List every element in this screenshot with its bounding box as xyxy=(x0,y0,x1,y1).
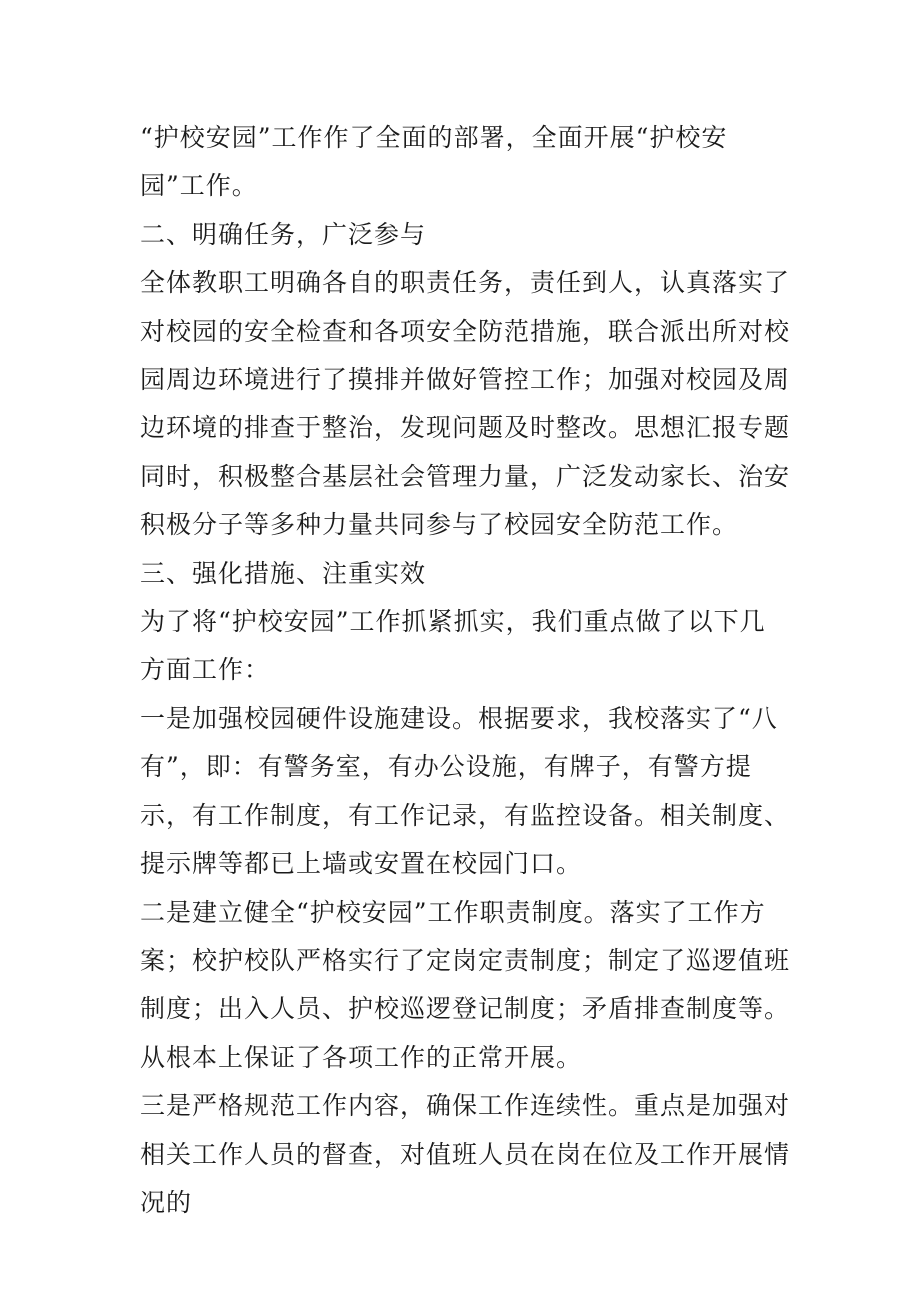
paragraph-hardware: 一是加强校园硬件设施建设。根据要求，我校落实了“八有”，即：有警务室，有办公设施，有牌子，有警方提示，有工作制度，有工作记录，有监控设备。相关制度、提示牌等都已上墙或安置在校园门口。 xyxy=(140,703,791,879)
paragraph-system: 二是建立健全“护校安园”工作职责制度。落实了工作方案；校护校队严格实行了定岗定责制度；制定了巡逻值班制度；出入人员、护校巡逻登记制度；矛盾排查制度等。从根本上保证了各项工作的正常开展。 xyxy=(140,897,791,1072)
section-heading-2: 二、明确任务，广泛参与 xyxy=(140,219,427,249)
document-body xyxy=(140,114,790,1227)
paragraph-measures-intro: 为了将“护校安园”工作抓紧抓实，我们重点做了以下几方面工作： xyxy=(140,607,766,685)
paragraph-tasks: 全体教职工明确各自的职责任务，责任到人，认真落实了对校园的安全检查和各项安全防范措施，联合派出所对校园周边环境进行了摸排并做好管控工作；加强对校园及周边环境的排查于整治，发现问题及时整改。思想汇报专题同时，积极整合基层社会管理力量，广泛发动家长、治安积极分子等多种力量共同参与了校园安全防范工作。 xyxy=(140,268,791,540)
paragraph-intro: “护校安园”工作作了全面的部署，全面开展“护校安园”工作。 xyxy=(140,123,728,201)
section-heading-3: 三、强化措施、注重实效 xyxy=(140,558,427,588)
paragraph-standards: 三是严格规范工作内容，确保工作连续性。重点是加强对相关工作人员的督查，对值班人员在岗在位及工作开展情况的 xyxy=(140,1091,791,1217)
